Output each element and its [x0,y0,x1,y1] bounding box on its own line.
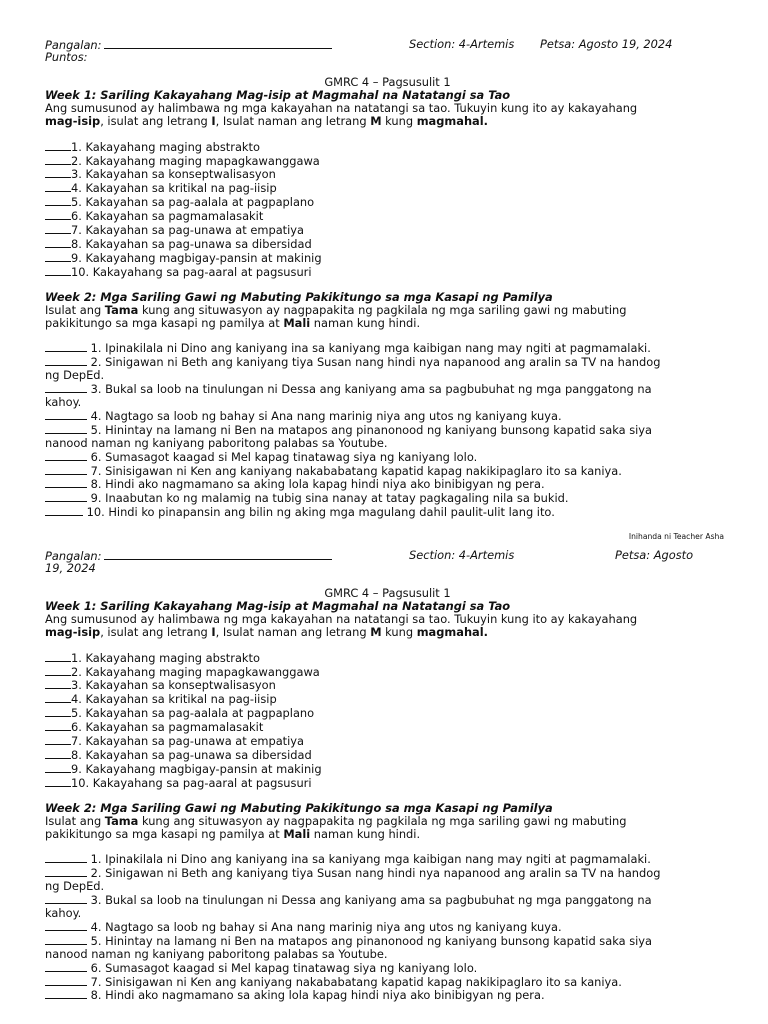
date-continuation: 19, 2024 [45,561,96,575]
list-item-continuation: kahoy. [45,395,82,410]
answer-blank[interactable] [45,382,87,393]
answer-blank[interactable] [45,748,71,759]
list-item [45,382,730,396]
answer-blank[interactable] [45,341,87,352]
list-item-continuation: kahoy. [45,906,82,921]
answer-blank[interactable] [45,975,87,986]
section-label: Section: 4-Artemis [409,37,515,51]
week2-heading: Week 2: Mga Sariling Gawi ng Mabuting Pakikitungo sa mga Kasapi ng Pamilya [45,800,553,815]
item-text: 6. Kakayahan sa pagmamalasakit [71,720,264,735]
item-text: 6. Kakayahan sa pagmamalasakit [71,209,264,224]
date-label: Petsa: Agosto [615,548,694,562]
item-text: 4. Nagtago sa loob ng bahay si Ana nang marinig niya ang utos ng kaniyang kuya. [87,408,562,423]
item-text: 3. Kakayahan sa konseptwalisasyon [71,167,276,182]
item-text: 7. Kakayahan sa pag-unawa at empatiya [71,223,305,238]
instr-text: kung [381,113,417,128]
item-text: 10. Kakayahang sa pag-aaral at pagsusuri [71,264,312,279]
week2-item-list [45,341,730,519]
list-item [45,975,730,989]
list-item [45,341,730,355]
item-text: 4. Kakayahan sa kritikal na pag-iisip [71,181,277,196]
bold-text: magmahal. [416,624,488,639]
list-item [45,866,730,880]
week1-instructions-line1: Ang sumusunod ay halimbawa ng mga kakayahan na natatangi sa tao. Tukuyin kung ito ay kakayahang [45,100,638,115]
list-item [45,920,730,934]
answer-blank[interactable] [45,762,71,773]
list-item [45,678,730,692]
week1-item-list [45,140,730,279]
bold-text: Tama [104,302,139,317]
bold-text: I [211,624,216,639]
answer-blank[interactable] [45,720,71,731]
list-item [45,988,730,1002]
instr-text: kung [381,624,417,639]
list-item [45,706,730,720]
item-text: 3. Bukal sa loob na tinulungan ni Dessa ang kaniyang ama sa pagbubuhat ng mga panggatong na [87,893,652,908]
instr-text: Isulat ang [45,813,105,828]
answer-blank[interactable] [45,251,71,262]
answer-blank[interactable] [45,706,71,717]
answer-blank[interactable] [45,464,87,475]
list-item [45,237,730,251]
name-blank [104,549,332,560]
item-text: 2. Kakayahang maging mapagkawanggawa [71,664,320,679]
item-text: 10. Kakayahang sa pag-aaral at pagsusuri [71,775,312,790]
list-item [45,776,730,790]
answer-blank[interactable] [45,692,71,703]
list-item [45,734,730,748]
answer-blank[interactable] [45,154,71,165]
section-label: Section: 4-Artemis [409,548,515,562]
answer-blank[interactable] [45,934,87,945]
list-item [45,423,730,437]
list-item [45,893,730,907]
answer-blank[interactable] [45,678,71,689]
item-text: 1. Kakayahang maging abstrakto [71,139,260,154]
instr-text: , isulat ang letrang [100,624,212,639]
bold-text: M [370,624,382,639]
list-item [45,692,730,706]
answer-blank[interactable] [45,665,71,676]
week1-instructions-line2 [45,626,730,639]
item-text: 9. Kakayahang magbigay-pansin at makinig [71,250,322,265]
item-text: 9. Kakayahang magbigay-pansin at makinig [71,761,322,776]
list-item [45,223,730,237]
item-text: 8. Kakayahan sa pag-unawa sa dibersidad [71,236,312,251]
answer-blank[interactable] [45,491,87,502]
list-item [45,491,730,505]
list-item [45,195,730,209]
list-item [45,450,730,464]
answer-blank[interactable] [45,423,87,434]
item-text: 8. Kakayahan sa pag-unawa sa dibersidad [71,747,312,762]
item-text: 2. Sinigawan ni Beth ang kaniyang tiya Susan nang hindi nya napanood ang aralin sa TV na handog [87,355,661,370]
item-text: 5. Hinintay na lamang ni Ben na matapos ang pinanonood ng kaniyang bunsong kapatid saka siya [87,422,653,437]
item-text: 8. Hindi ako nagmamano sa aking lola kapag hindi niya ako binibigyan ng pera. [87,988,545,1003]
name-label: Pangalan: [45,38,102,52]
list-item [45,934,730,948]
list-item-continuation: ng DepEd. [45,879,105,894]
answer-blank[interactable] [45,237,71,248]
item-text: 4. Nagtago sa loob ng bahay si Ana nang marinig niya ang utos ng kaniyang kuya. [87,919,562,934]
item-text: 9. Inaabutan ko ng malamig na tubig sina nanay at tatay pagkagaling nila sa bukid. [87,491,569,506]
list-item [45,762,730,776]
list-item [45,140,730,154]
list-item-continuation: ng DepEd. [45,368,105,383]
quiz-title: GMRC 4 – Pagsusulit 1 [324,75,451,89]
instr-text: pakikitungo sa mga kasapi ng pamilya at [45,315,284,330]
answer-blank[interactable] [45,651,71,662]
week1-instructions-line2 [45,115,730,128]
answer-blank[interactable] [45,181,71,192]
quiz-sheet-1 [45,38,730,544]
list-item [45,181,730,195]
week2-item-list [45,852,730,1002]
instr-text: kung ang situwasyon ay nagpapakita ng pagkilala ng mga sariling gawi ng mabuting [138,302,627,317]
bold-text: Mali [283,315,311,330]
week2-heading: Week 2: Mga Sariling Gawi ng Mabuting Pakikitungo sa mga Kasapi ng Pamilya [45,289,553,304]
instr-text: naman kung hindi. [310,826,421,841]
bold-text: M [370,113,382,128]
item-text: 7. Sinisigawan ni Ken ang kaniyang nakababatang kapatid kapag nakikipaglaro ito sa kaniya. [87,463,622,478]
item-text: 2. Sinigawan ni Beth ang kaniyang tiya Susan nang hindi nya napanood ang aralin sa TV na handog [87,866,661,881]
list-item [45,209,730,223]
week2-instructions-line2 [45,828,730,841]
list-item [45,464,730,478]
list-item [45,651,730,665]
item-text: 6. Sumasagot kaagad si Mel kapag tinatawag siya ng kaniyang lolo. [87,960,478,975]
quiz-title: GMRC 4 – Pagsusulit 1 [324,586,451,600]
item-text: 5. Kakayahan sa pag-aalala at pagpaplano [71,706,315,721]
prepared-by: Inihanda ni Teacher Asha [628,532,724,542]
instr-text: kung ang situwasyon ay nagpapakita ng pagkilala ng mga sariling gawi ng mabuting [138,813,627,828]
answer-blank[interactable] [45,140,71,151]
item-text: 5. Kakayahan sa pag-aalala at pagpaplano [71,195,315,210]
answer-blank[interactable] [45,450,87,461]
instr-text: Isulat ang [45,302,105,317]
list-item [45,852,730,866]
bold-text: mag-isip [45,113,101,128]
answer-blank[interactable] [45,852,87,863]
answer-blank[interactable] [45,988,87,999]
list-item [45,720,730,734]
bold-text: magmahal. [416,113,488,128]
list-item [45,409,730,423]
list-item [45,665,730,679]
item-text: 6. Sumasagot kaagad si Mel kapag tinatawag siya ng kaniyang lolo. [87,449,478,464]
bold-text: Tama [104,813,139,828]
list-item [45,505,730,519]
answer-blank[interactable] [45,223,71,234]
sheet-header [45,549,730,575]
answer-blank[interactable] [45,195,71,206]
answer-blank[interactable] [45,961,87,972]
list-item [45,265,730,279]
item-text: 7. Sinisigawan ni Ken ang kaniyang nakababatang kapatid kapag nakikipaglaro ito sa kaniya. [87,974,622,989]
name-blank [104,38,332,49]
item-text: 1. Kakayahang maging abstrakto [71,650,260,665]
answer-blank[interactable] [45,265,71,276]
quiz-sheet-2 [45,549,730,1002]
name-label: Pangalan: [45,549,102,563]
week1-heading: Week 1: Sariling Kakayahang Mag-isip at Magmahal na Natatangi sa Tao [45,87,511,102]
instr-text: pakikitungo sa mga kasapi ng pamilya at [45,826,284,841]
item-text: 2. Kakayahang maging mapagkawanggawa [71,153,320,168]
item-text: 8. Hindi ako nagmamano sa aking lola kapag hindi niya ako binibigyan ng pera. [87,477,545,492]
answer-blank[interactable] [45,409,87,420]
list-item [45,961,730,975]
item-text: 5. Hinintay na lamang ni Ben na matapos ang pinanonood ng kaniyang bunsong kapatid saka siya [87,933,653,948]
answer-blank[interactable] [45,920,87,931]
answer-blank[interactable] [45,505,83,516]
list-item [45,355,730,369]
instr-text: , Isulat naman ang letrang [215,624,371,639]
item-text: 10. Hindi ko pinapansin ang bilin ng aking mga magulang dahil paulit-ulit lang ito. [83,505,555,520]
list-item [45,154,730,168]
instr-text: , Isulat naman ang letrang [215,113,371,128]
week1-item-list [45,651,730,790]
name-field [45,38,332,52]
item-text: 1. Ipinakilala ni Dino ang kaniyang ina sa kaniyang mga kaibigan nang may ngiti at pagmamalaki. [87,852,651,867]
list-item-continuation: nanood naman ng kaniyang paboritong palabas sa Youtube. [45,946,388,961]
list-item [45,167,730,181]
answer-blank[interactable] [45,893,87,904]
item-text: 3. Kakayahan sa konseptwalisasyon [71,678,276,693]
score-label: Puntos: [45,50,88,64]
answer-blank[interactable] [45,866,87,877]
list-item [45,477,730,491]
answer-blank[interactable] [45,776,71,787]
item-text: 7. Kakayahan sa pag-unawa at empatiya [71,734,305,749]
answer-blank[interactable] [45,734,71,745]
week2-instructions-line2 [45,317,730,330]
answer-blank[interactable] [45,167,71,178]
answer-blank[interactable] [45,209,71,220]
list-item-continuation: nanood naman ng kaniyang paboritong palabas sa Youtube. [45,435,388,450]
item-text: 3. Bukal sa loob na tinulungan ni Dessa ang kaniyang ama sa pagbubuhat ng mga panggatong na [87,382,652,397]
bold-text: mag-isip [45,624,101,639]
answer-blank[interactable] [45,477,87,488]
week1-heading: Week 1: Sariling Kakayahang Mag-isip at Magmahal na Natatangi sa Tao [45,598,511,613]
sheet-header [45,38,730,64]
instr-text: , isulat ang letrang [100,113,212,128]
bold-text: Mali [283,826,311,841]
item-text: 1. Ipinakilala ni Dino ang kaniyang ina sa kaniyang mga kaibigan nang may ngiti at pagmamalaki. [87,341,651,356]
bold-text: I [211,113,216,128]
item-text: 4. Kakayahan sa kritikal na pag-iisip [71,692,277,707]
date-label: Petsa: Agosto 19, 2024 [540,37,673,51]
week1-instructions-line1: Ang sumusunod ay halimbawa ng mga kakayahan na natatangi sa tao. Tukuyin kung ito ay kakayahang [45,611,638,626]
instr-text: naman kung hindi. [310,315,421,330]
answer-blank[interactable] [45,355,87,366]
list-item [45,748,730,762]
list-item [45,251,730,265]
